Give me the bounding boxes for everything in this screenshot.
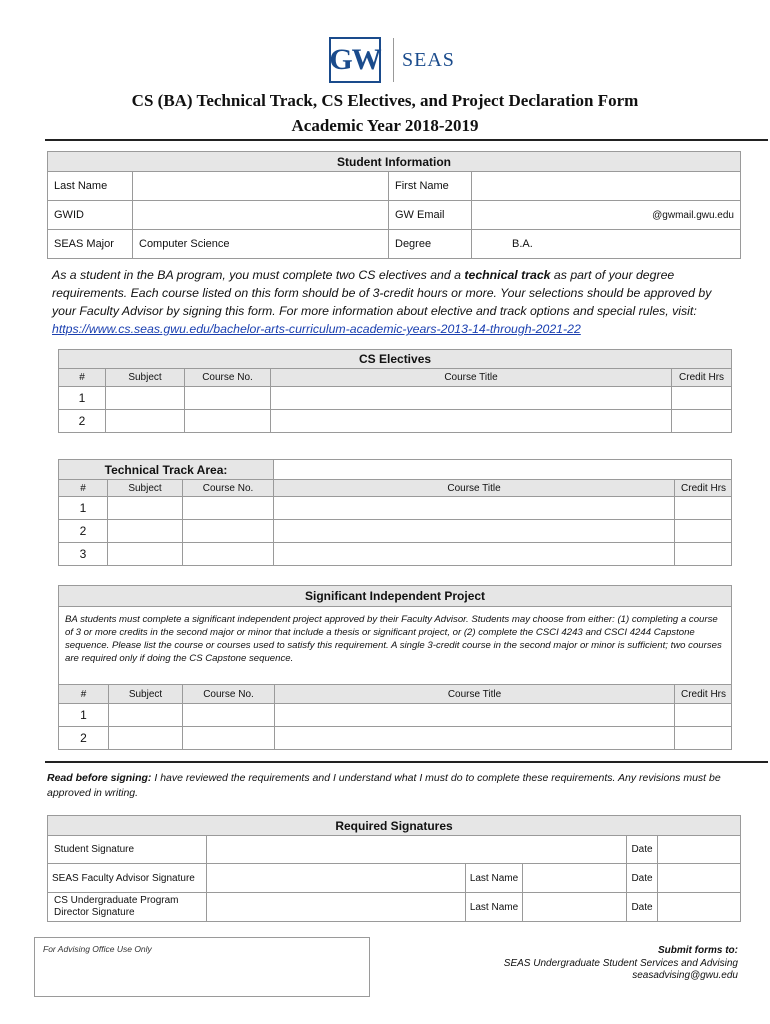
gw-logo-mark: GW xyxy=(329,37,381,83)
project-table xyxy=(58,585,732,750)
last-name-label: Last Name xyxy=(466,893,523,922)
col-course-title: Course Title xyxy=(271,369,672,387)
intro-bold: technical track xyxy=(464,268,551,282)
course-no-field[interactable] xyxy=(183,497,274,520)
col-course-no: Course No. xyxy=(183,685,275,704)
row-number: 2 xyxy=(59,410,106,433)
course-title-field[interactable] xyxy=(275,704,675,727)
intro-text-2: as part of your degree requirements. Each course listed on this form should be of 3-credit hours or more. Your selections should be approved by your Faculty Advisor by signing this form. For more information about elective and track options and special rules, visit: xyxy=(52,268,712,318)
degree-label: Degree xyxy=(389,230,472,259)
office-use-label: For Advising Office Use Only xyxy=(43,944,152,954)
table-row xyxy=(59,543,732,566)
project-heading: Significant Independent Project xyxy=(59,586,732,607)
advisor-signature-label: SEAS Faculty Advisor Signature xyxy=(48,864,207,893)
electives-heading: CS Electives xyxy=(59,350,732,369)
subject-field[interactable] xyxy=(109,704,183,727)
col-course-title: Course Title xyxy=(274,480,675,497)
director-last-name-field[interactable] xyxy=(523,893,627,922)
course-no-field[interactable] xyxy=(185,387,271,410)
row-number: 1 xyxy=(59,497,108,520)
intro-text: As a student in the BA program, you must complete two CS electives and a xyxy=(52,268,465,282)
table-row xyxy=(59,727,732,750)
table-row xyxy=(59,704,732,727)
subject-field[interactable] xyxy=(108,497,183,520)
advising-office-box xyxy=(34,937,370,997)
seas-logo-text: SEAS xyxy=(402,48,455,71)
intro-paragraph xyxy=(52,266,722,338)
credit-hrs-field[interactable] xyxy=(675,543,732,566)
submit-info xyxy=(504,945,738,983)
curriculum-link[interactable]: https://www.cs.seas.gwu.edu/bachelor-arts-curriculum-academic-years-2013-14-through-2021-22 xyxy=(52,322,581,336)
student-signature-label: Student Signature xyxy=(48,836,207,864)
student-date-field[interactable] xyxy=(658,836,741,864)
date-label: Date xyxy=(627,836,658,864)
last-name-label: Last Name xyxy=(466,864,523,893)
section-rule xyxy=(45,761,768,763)
degree-value xyxy=(472,230,741,259)
header-rule xyxy=(45,139,768,141)
course-no-field[interactable] xyxy=(183,543,274,566)
course-title-field[interactable] xyxy=(274,520,675,543)
read-before-text: I have reviewed the requirements and I understand what I must do to complete these requirements. Any revisions must be approved in writing. xyxy=(47,772,721,799)
col-subject: Subject xyxy=(109,685,183,704)
col-num: # xyxy=(59,480,108,497)
last-name-field[interactable] xyxy=(133,172,389,201)
major-value: Computer Science xyxy=(133,230,389,259)
col-num: # xyxy=(59,369,106,387)
col-course-no: Course No. xyxy=(185,369,271,387)
subject-field[interactable] xyxy=(108,520,183,543)
credit-hrs-field[interactable] xyxy=(675,497,732,520)
signatures-table xyxy=(47,815,741,922)
credit-hrs-field[interactable] xyxy=(672,410,732,433)
first-name-field[interactable] xyxy=(472,172,741,201)
gw-email-suffix: @gwmail.gwu.edu xyxy=(652,209,734,221)
director-signature-field[interactable] xyxy=(207,893,466,922)
subject-field[interactable] xyxy=(109,727,183,750)
table-row xyxy=(59,497,732,520)
student-signature-field[interactable] xyxy=(207,836,627,864)
credit-hrs-field[interactable] xyxy=(675,520,732,543)
gw-seas-logo xyxy=(329,35,455,85)
credit-hrs-field[interactable] xyxy=(672,387,732,410)
first-name-label: First Name xyxy=(389,172,472,201)
gwid-label: GWID xyxy=(48,201,133,230)
submit-heading: Submit forms to: xyxy=(658,945,738,956)
row-number: 1 xyxy=(59,704,109,727)
table-row xyxy=(59,387,732,410)
date-label: Date xyxy=(627,864,658,893)
course-no-field[interactable] xyxy=(183,520,274,543)
form-title: CS (BA) Technical Track, CS Electives, and Project Declaration Form xyxy=(131,91,639,110)
director-date-field[interactable] xyxy=(658,893,741,922)
track-area-field[interactable] xyxy=(274,460,732,480)
col-subject: Subject xyxy=(108,480,183,497)
course-title-field[interactable] xyxy=(274,497,675,520)
submit-email: seasadvising@gwu.edu xyxy=(632,970,738,981)
col-course-title: Course Title xyxy=(275,685,675,704)
student-info-heading: Student Information xyxy=(48,152,741,172)
director-signature-label: CS Undergraduate Program Director Signature xyxy=(48,893,207,922)
subject-field[interactable] xyxy=(106,410,185,433)
col-num: # xyxy=(59,685,109,704)
col-credit-hrs: Credit Hrs xyxy=(672,369,732,387)
row-number: 3 xyxy=(59,543,108,566)
course-no-field[interactable] xyxy=(183,727,275,750)
gwid-field[interactable] xyxy=(133,201,389,230)
course-no-field[interactable] xyxy=(183,704,275,727)
col-credit-hrs: Credit Hrs xyxy=(675,685,732,704)
read-before-signing xyxy=(47,771,737,801)
subject-field[interactable] xyxy=(106,387,185,410)
technical-track-table xyxy=(58,459,732,566)
form-subtitle: Academic Year 2018-2019 xyxy=(291,116,479,135)
signatures-heading: Required Signatures xyxy=(48,816,741,836)
last-name-label: Last Name xyxy=(48,172,133,201)
project-description: BA students must complete a significant independent project approved by their Faculty Advisor. Students may choose from either: (1) completing a course of 3 or more credits in the second major or minor that include a thesis or significant project, or (2) complete the CSCI 4243 and CSCI 4244 Capstone sequence. Please list the course or courses used to satisfy this requirement. A single 3-credit course in the second major or minor is sufficient; two courses are required only if doing the CS Capstone sequence. xyxy=(59,607,732,685)
course-title-field[interactable] xyxy=(274,543,675,566)
gw-email-field[interactable] xyxy=(472,201,741,230)
table-row xyxy=(59,410,732,433)
logo-divider xyxy=(393,38,394,82)
course-no-field[interactable] xyxy=(185,410,271,433)
submit-office: SEAS Undergraduate Student Services and Advising xyxy=(503,957,738,969)
advisor-date-field[interactable] xyxy=(658,864,741,893)
advisor-last-name-field[interactable] xyxy=(523,864,627,893)
major-label: SEAS Major xyxy=(48,230,133,259)
date-label: Date xyxy=(627,893,658,922)
course-title-field[interactable] xyxy=(275,727,675,750)
course-title-field[interactable] xyxy=(271,387,672,410)
credit-hrs-field[interactable] xyxy=(675,727,732,750)
credit-hrs-field[interactable] xyxy=(675,704,732,727)
cs-electives-table xyxy=(58,349,732,433)
read-before-bold: Read before signing: xyxy=(47,772,152,784)
col-course-no: Course No. xyxy=(183,480,274,497)
student-info-table xyxy=(47,151,741,259)
course-title-field[interactable] xyxy=(271,410,672,433)
row-number: 1 xyxy=(59,387,106,410)
advisor-signature-field[interactable] xyxy=(207,864,466,893)
row-number: 2 xyxy=(59,727,109,750)
track-heading: Technical Track Area: xyxy=(59,460,274,480)
row-number: 2 xyxy=(59,520,108,543)
degree-value-text: B.A. xyxy=(512,238,533,250)
col-credit-hrs: Credit Hrs xyxy=(675,480,732,497)
subject-field[interactable] xyxy=(108,543,183,566)
col-subject: Subject xyxy=(106,369,185,387)
gw-email-label: GW Email xyxy=(389,201,472,230)
table-row xyxy=(59,520,732,543)
